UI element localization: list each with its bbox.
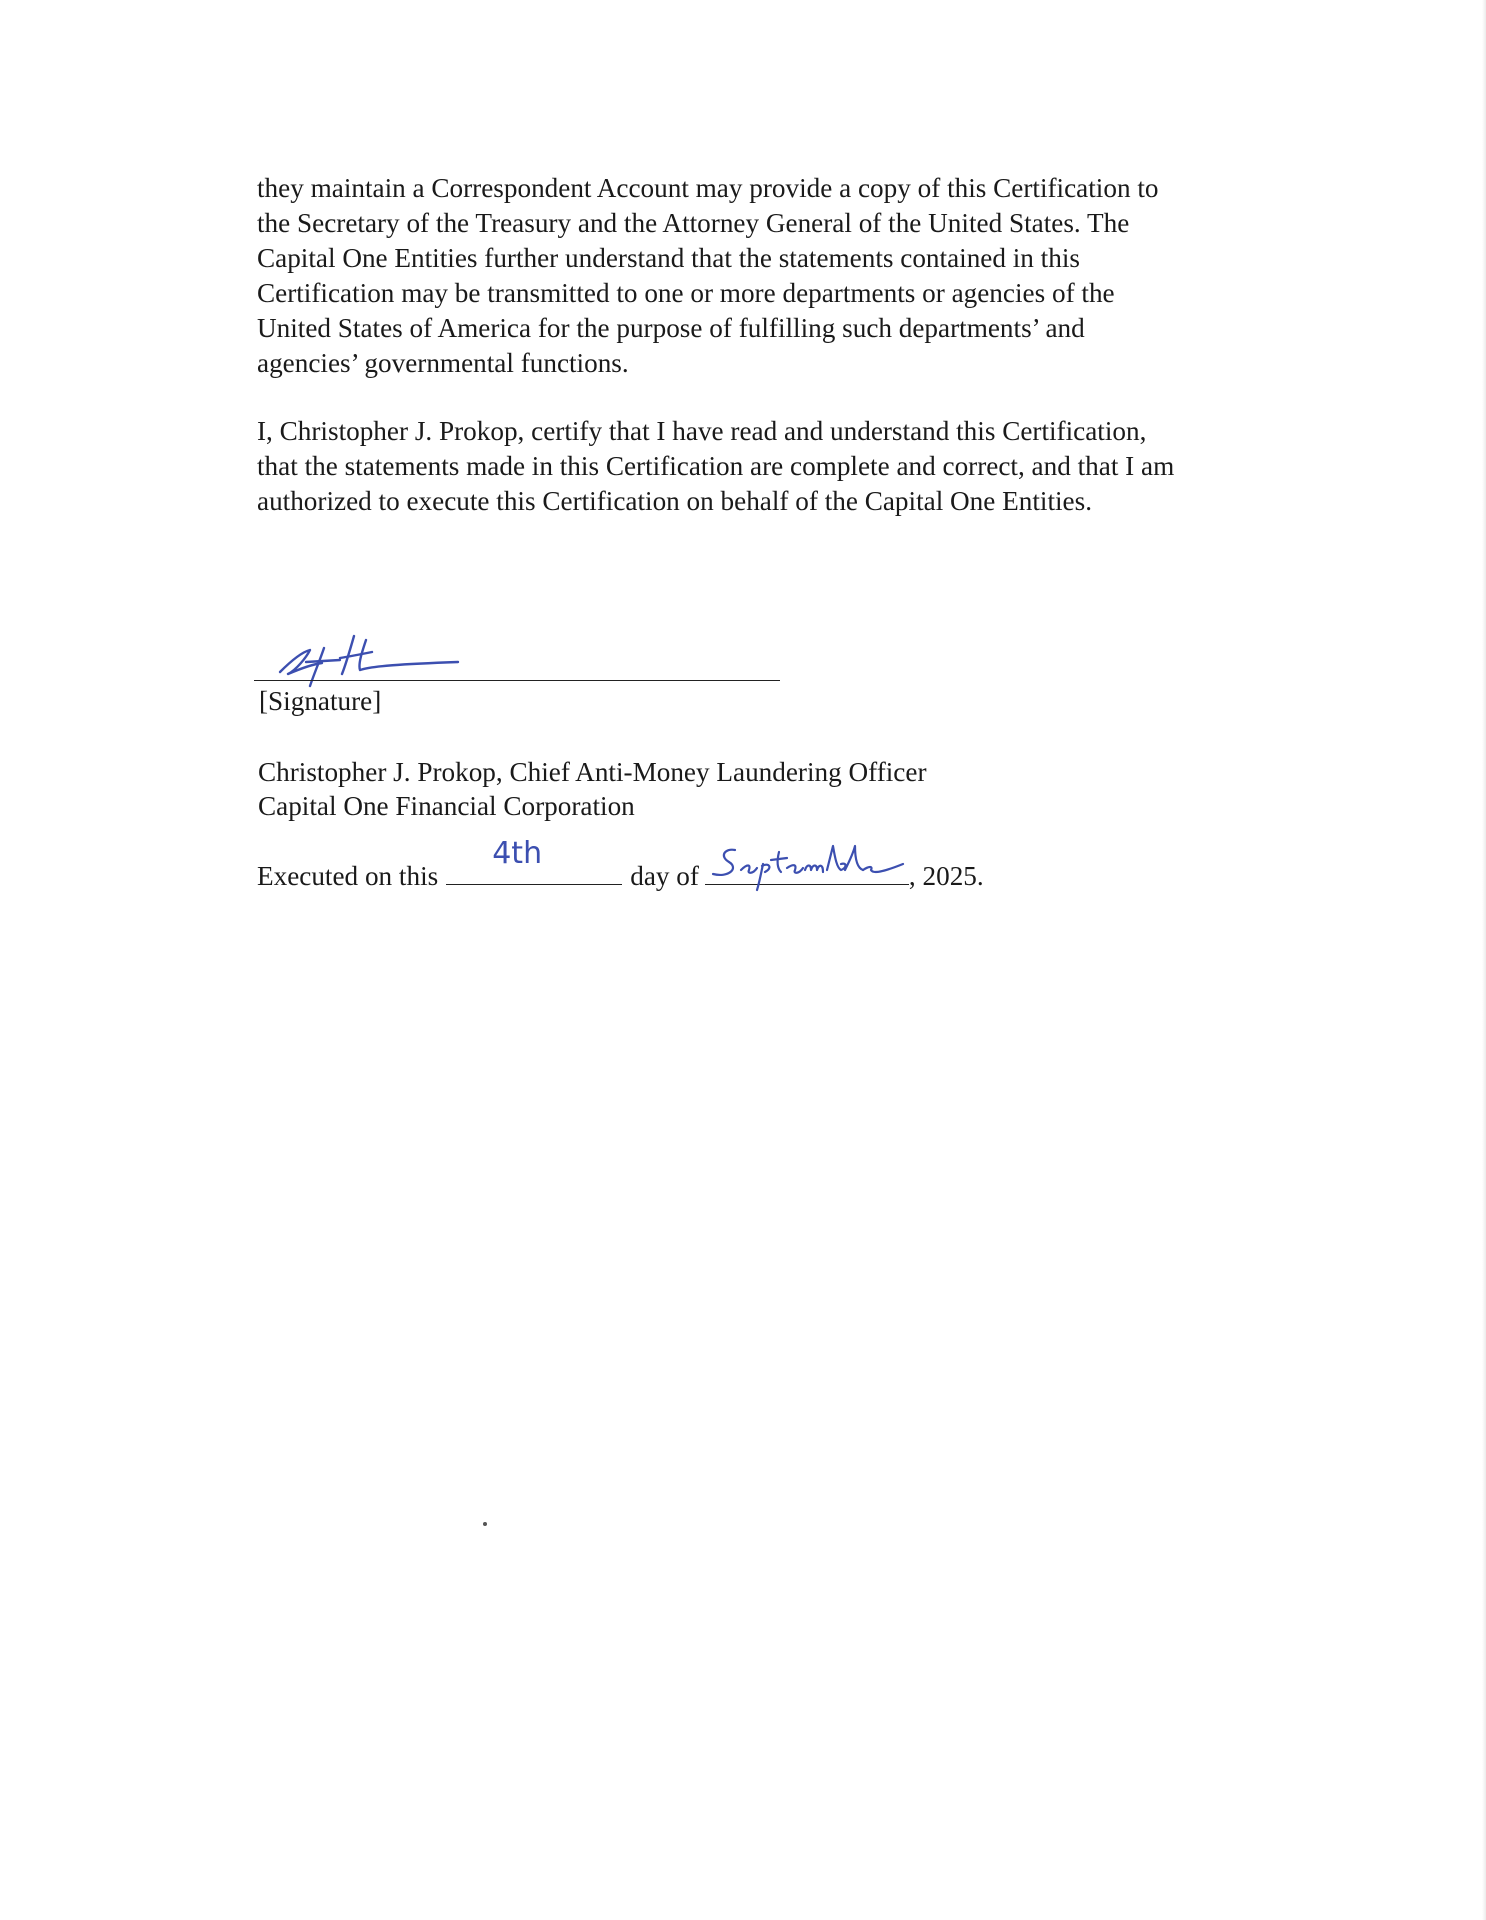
- signature-block: [254, 630, 794, 730]
- execution-suffix: , 2025.: [908, 861, 984, 891]
- paragraph-line: that the statements made in this Certification are complete and correct, and that I am: [257, 451, 1175, 481]
- paragraph-line: United States of America for the purpose of fulfilling such departments’ and: [257, 313, 1085, 343]
- scan-speck: [483, 1522, 487, 1526]
- signatory-name-title: Christopher J. Prokop, Chief Anti-Money Laundering Officer: [258, 757, 927, 787]
- signature-line: [254, 680, 780, 681]
- day-blank: [446, 836, 622, 885]
- paragraph-line: authorized to execute this Certification on behalf of the Capital One Entities.: [257, 486, 1092, 516]
- paragraph-line: Certification may be transmitted to one or more departments or agencies of the: [257, 278, 1115, 308]
- handwritten-signature: [262, 630, 472, 690]
- month-blank: [705, 856, 909, 885]
- paragraph-line: agencies’ governmental functions.: [257, 348, 629, 378]
- signature-caption: [Signature]: [259, 686, 382, 716]
- page-edge: [1482, 0, 1486, 1920]
- handwritten-day: 4th: [492, 836, 543, 871]
- execution-line: [257, 836, 984, 896]
- signatory-company: Capital One Financial Corporation: [258, 791, 635, 821]
- paragraph-correspondent-account: [257, 171, 1257, 381]
- paragraph-line: they maintain a Correspondent Account may provide a copy of this Certification to: [257, 173, 1159, 203]
- paragraph-line: Capital One Entities further understand that the statements contained in this: [257, 243, 1080, 273]
- paragraph-certification-statement: [257, 414, 1257, 519]
- paragraph-line: the Secretary of the Treasury and the Attorney General of the United States. The: [257, 208, 1130, 238]
- handwritten-month: [707, 834, 907, 894]
- paragraph-line: I, Christopher J. Prokop, certify that I have read and understand this Certification,: [257, 416, 1147, 446]
- execution-prefix: Executed on this: [257, 861, 439, 891]
- execution-middle: day of: [630, 861, 699, 891]
